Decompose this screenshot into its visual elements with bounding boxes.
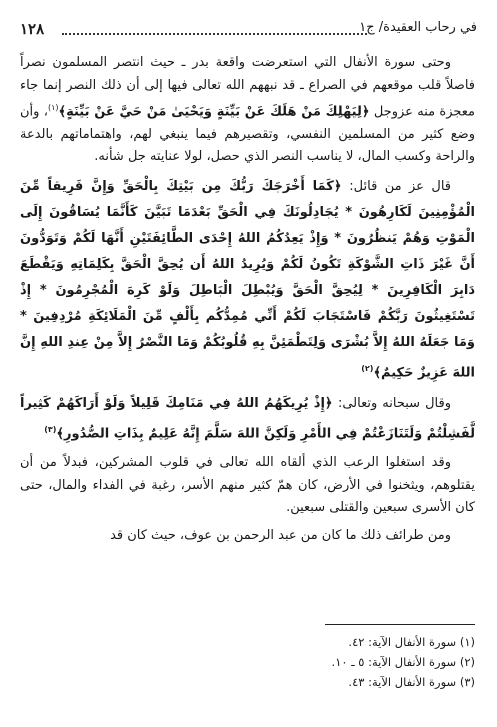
paragraph-3-intro: وقال سبحانه وتعالى: — [337, 396, 452, 412]
page-number: ١٢٨ — [20, 20, 45, 38]
quran-verses-2: ﴿كَمَا أَخْرَجَكَ رَبُّكَ مِن بَيْتِكَ بِالْحَقِّ وَإِنَّ فَرِيقاً مِّنَ الْمُؤْمِنِينَ لَكَارِهُونَ * يُجَادِلُونَكَ فِي الْحَقِّ بَعْدَمَا تَبَيَّنَ كَأَنَّمَا يُسَاقُونَ إِلَى الْمَوْتِ وَهُمْ يَنظُرُونَ * وَإِذْ يَعِدُكُمُ اللهُ إِحْدَى الطَّائِفَتَيْنِ أَنَّهَا لَكُمْ وَتَوَدُّونَ أَنَّ غَيْرَ ذَاتِ الشَّوْكَةِ تَكُونُ لَكُمْ وَيُرِيدُ اللهُ أَن يُحِقَّ الْحَقَّ بِكَلِمَاتِهِ وَيَقْطَعَ دَابِرَ الْكَافِرِينَ * لِيُحِقَّ الْحَقَّ وَيُبْطِلَ الْبَاطِلَ وَلَوْ كَرِهَ الْمُجْرِمُونَ * إِذْ تَسْتَغِيثُونَ رَبَّكُمْ فَاسْتَجَابَ لَكُمْ أَنِّي مُمِدُّكُم بِأَلْفٍ مِّنَ الْمَلَائِكَةِ مُرْدِفِينَ * وَمَا جَعَلَهُ اللهُ إِلاَّ بُشْرَى وَلِتَطْمَئِنَّ بِهِ قُلُوبُكُمْ وَمَا النَّصْرُ إِلاَّ مِنْ عِندِ اللهِ إِنَّ اللهَ عَزِيزٌ حَكِيمٌ﴾ — [20, 178, 475, 381]
footnote-separator — [325, 624, 475, 625]
paragraph-2 — [20, 174, 475, 386]
page-header — [20, 20, 477, 42]
quran-verses-3: ﴿إِذْ يُرِيكَهُمُ اللهُ فِي مَنَامِكَ قَلِيلاً وَلَوْ أَرَاكَهُمْ كَثِيراً لَّفَشِلْتُمْ وَلَتَنَازَعْتُمْ فِي الأَمْرِ وَلَكِنَّ اللهَ سَلَّمَ إِنَّهُ عَلِيمٌ بِذَاتِ الصُّدُورِ﴾ — [20, 396, 475, 442]
quran-quote-1: ﴿لِيَهْلِكَ مَنْ هَلَكَ عَنْ بَيِّنَةٍ وَيَحْيَىٰ مَنْ حَيَّ عَنْ بَيِّنَةٍ﴾ — [58, 104, 370, 120]
paragraph-1-tail: ، وأن وضع كثير من المسلمين النفسي، وتقصيرهم فيما ينبغي لهم، واهتماماتهم بالدعة والراحة وكسب المال، لا يناسب النصر الذي حصل، لولا عنايته جل شأنه. — [20, 104, 475, 165]
paragraph-1-text: وحتى سورة الأنفال التي استعرضت واقعة بدر ـ حيث انتصر المسلمون نصراً فاصلاً قلب موقعهم في الصراع ـ قد نبههم الله تعالى فيها إلى أن ذلك النصر إنما جاء معجزة منه عزوجل — [20, 55, 476, 120]
paragraph-1 — [20, 52, 475, 169]
main-text — [20, 52, 475, 552]
footnote-ref-3: (٣) — [44, 425, 57, 435]
paragraph-3 — [20, 391, 475, 447]
footnote-ref-2: (٢) — [361, 363, 374, 373]
footnote-1: (١) سورة الأنفال الآية: ٤٢. — [348, 635, 475, 649]
footnote-ref-1: (١) — [47, 103, 59, 112]
paragraph-5: ومن طرائف ذلك ما كان من عبد الرحمن بن عوف، حيث كان قد — [110, 527, 451, 543]
running-title: في رحاب العقيدة/ ج١ — [359, 20, 477, 35]
footnote-3: (٣) سورة الأنفال الآية: ٤٣. — [348, 675, 475, 689]
header-dotted-leader — [62, 23, 367, 35]
paragraph-4: وقد استغلوا الرعب الذي ألقاه الله تعالى في قلوب المشركين، فبدلاً من أن يقتلوهم، ويثخنوا في الأرض، كان همّ كثير منهم الأسر، رغبة في الفداء والمال، حتى كان الأسرى سبعين والقتلى سبعين. — [20, 455, 475, 516]
footnote-2: (٢) سورة الأنفال الآية: ٥ ـ ١٠. — [331, 655, 475, 669]
footnotes — [20, 632, 475, 692]
paragraph-2-intro: قال عز من قائل: — [349, 178, 451, 194]
